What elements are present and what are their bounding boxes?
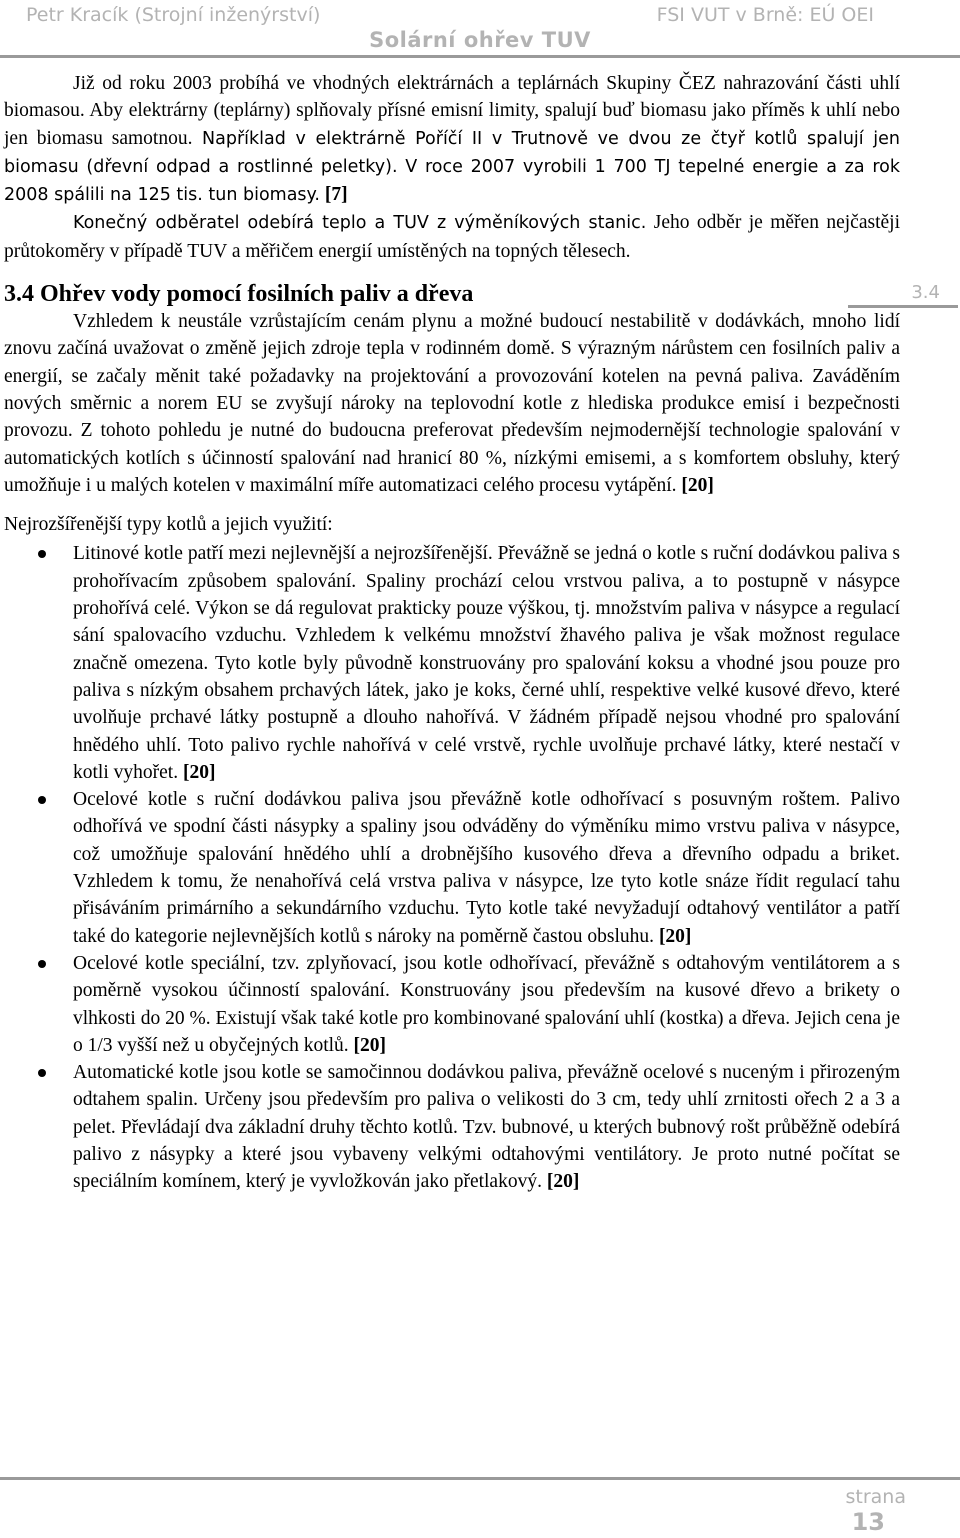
footer-rule bbox=[0, 1477, 960, 1480]
bullet-icon bbox=[38, 960, 46, 968]
list-item-ref: [20] bbox=[654, 925, 692, 947]
boiler-list bbox=[4, 540, 900, 1195]
intro-text-1: Již od roku 2003 probíhá ve vhodných elektrárnách a teplárnách Skupiny ČEZ nahrazování části uhlí biomasou. Aby elektrárny (teplárny) splňovaly přísné emisní limity, spalují buď biomasu jako příměs k uhlí nebo jen biomasu samotnou. bbox=[4, 73, 900, 149]
intro-text-1b: Například v elektrárně Poříčí II v Trutnově ve dvou ze čtyř kotlů spalují jen biomasu (dřevní odpad a rostlinné peletky). V roce 2007 vyrobili 1 700 TJ tepelné energie a za rok 2008 spálili na 125 tis. tun biomasy. bbox=[4, 128, 900, 206]
list-item bbox=[4, 786, 900, 950]
section-paragraph bbox=[4, 308, 900, 499]
intro-text-2b: Jeho odběr je měřen nejčastěji průtokoměry v případě TUV a měřičem energií umístěných na topných tělesech. bbox=[4, 212, 900, 262]
header-title: Solární ohřev TUV bbox=[369, 28, 591, 52]
footer-page-label: strana bbox=[845, 1486, 906, 1508]
list-item-ref: [20] bbox=[541, 1171, 580, 1193]
list-item bbox=[4, 540, 900, 786]
bullet-icon bbox=[38, 1069, 46, 1077]
bullet-icon bbox=[38, 550, 46, 558]
page-content bbox=[4, 70, 940, 1196]
list-item bbox=[4, 950, 900, 1059]
list-item bbox=[4, 1059, 900, 1195]
list-item-text: Ocelové kotle speciální, tzv. zplyňovací, jsou kotle odhořívací, převážně s odtahovým ventilátorem a s poměrně vysokou účinností spalování. Konstruovány jsou především na kusové dřevo a brikety o vlhkosti do 20 %. Existují však také kotle pro kombinované spalování uhlí (kostka) a dřeva. Jejich cena je o 1/3 vyšší než u obyčejných kotlů. bbox=[73, 952, 900, 1056]
bullet-icon bbox=[38, 796, 46, 804]
section-side-rule bbox=[848, 305, 958, 308]
intro-text-2: Konečný odběratel odebírá teplo a TUV z výměníkových stanic. bbox=[73, 213, 647, 234]
header-author: Petr Kracík (Strojní inženýrství) bbox=[26, 4, 321, 26]
section-paragraph-text: Vzhledem k neustále vzrůstajícím cenám plynu a možné budoucí nestabilitě v dodávkách, mnoho lidí znovu začíná uvažovat o změně jejich zdroje tepla v rodinném domě. S výrazným nárůstem cen fosilních paliv a energií, se začaly měnit také požadavky na projektování a provozování kotelen na pevná paliva. Zaváděním nových směrnic a norem EU se zvyšují nároky na teplovodní kotle z hlediska produkce emisí i bezpečnosti provozu. Z tohoto pohledu je nutné do budoucna preferovat především nejmodernější technologie spalování v automatických kotlích s účinností spalování nad hranicí 80 %, nízkými emisemi, a s komfortem obsluhy, který umožňuje i u malých kotelen v maximální míře automatizaci celého procesu vytápění. bbox=[4, 311, 900, 496]
list-item-text: Automatické kotle jsou kotle se samočinnou dodávkou paliva, převážně ocelové s nuceným i přirozeným odtahem spalin. Určeny jsou především pro paliva o velikosti do 3 cm, tedy uhlí zrnitosti ořech 2 a 3 a pelet. Převládají dva základní druhy těchto kotlů. Tzv. bubnové, u kterých bubnový rošt průběžně odebírá palivo z násypky a které jsou vybaveny velkými odtahovými ventilátory. Je proto nutné počítat se speciálním komínem, který je vyvložkován jako přetlakový. bbox=[73, 1062, 900, 1193]
list-item-text: Litinové kotle patří mezi nejlevnější a nejrozšířenější. Převážně se jedná o kotle s ruční dodávkou paliva s prohořívacím způsobem spalování. Spaliny prochází celou vrstvou paliva, a to postupně v násypce prohořívá celé. Výkon se dá regulovat prakticky pouze výškou, tj. množstvím paliva v násypce a regulací sání spalovacího vzduchu. Vzhledem k velkému množství žhavého paliva je však možnost regulace značně omezena. Tyto kotle byly původně konstruovány pro spalování koksu a vhodné jsou pouze pro paliva s nízkým obsahem prchavých látek, jako je koks, černé uhlí, respektive velké kusové dřevo, které uvolňuje prchavé látky postupně a dlouho nahořívá. V žádném případě nejsou vhodné pro spalování hnědého uhlí. Toto palivo rychle nahořívá v celé vrstvě, rychle uvolňuje prchavé látky, které nestačí v kotli vyhořet. bbox=[73, 543, 900, 783]
header-rule bbox=[0, 55, 960, 58]
list-intro: Nejrozšířenější typy kotlů a jejich využití: bbox=[4, 514, 333, 536]
intro-paragraph-2 bbox=[4, 209, 900, 265]
intro-paragraph-1 bbox=[4, 70, 900, 209]
list-item-ref: [20] bbox=[348, 1034, 387, 1056]
list-item-ref: [20] bbox=[178, 761, 216, 783]
header-institution: FSI VUT v Brně: EÚ OEI bbox=[656, 4, 874, 26]
footer-page-number: 13 bbox=[851, 1508, 885, 1536]
section-side-number: 3.4 bbox=[911, 282, 940, 304]
section-paragraph-ref: [20] bbox=[676, 474, 714, 496]
intro-ref-1: [7] bbox=[319, 184, 348, 206]
section-heading: 3.4 Ohřev vody pomocí fosilních paliv a dřeva bbox=[4, 281, 474, 308]
section-heading-block bbox=[4, 281, 940, 308]
list-item-text: Ocelové kotle s ruční dodávkou paliva jsou převážně kotle odhořívací s posuvným roštem. Palivo odhořívá ve spodní části násypky a spaliny jsou odváděny do výměníku mimo vrstvu paliva v násypce, což umožňuje spalování hnědého uhlí a drobnějšího kusového dřeva a dřevního odpadu a briket. Vzhledem k tomu, že nenahořívá celá vrstva paliva v násypce, lze tyto kotle snáze řídit regulací tahu přisáváním primárního a sekundárního vzduchu. Tyto kotle také nevyžadují odtahový ventilátor a patří také do kategorie nejlevnějších kotlů s nároky na poměrně častou obsluhu. bbox=[73, 789, 900, 947]
